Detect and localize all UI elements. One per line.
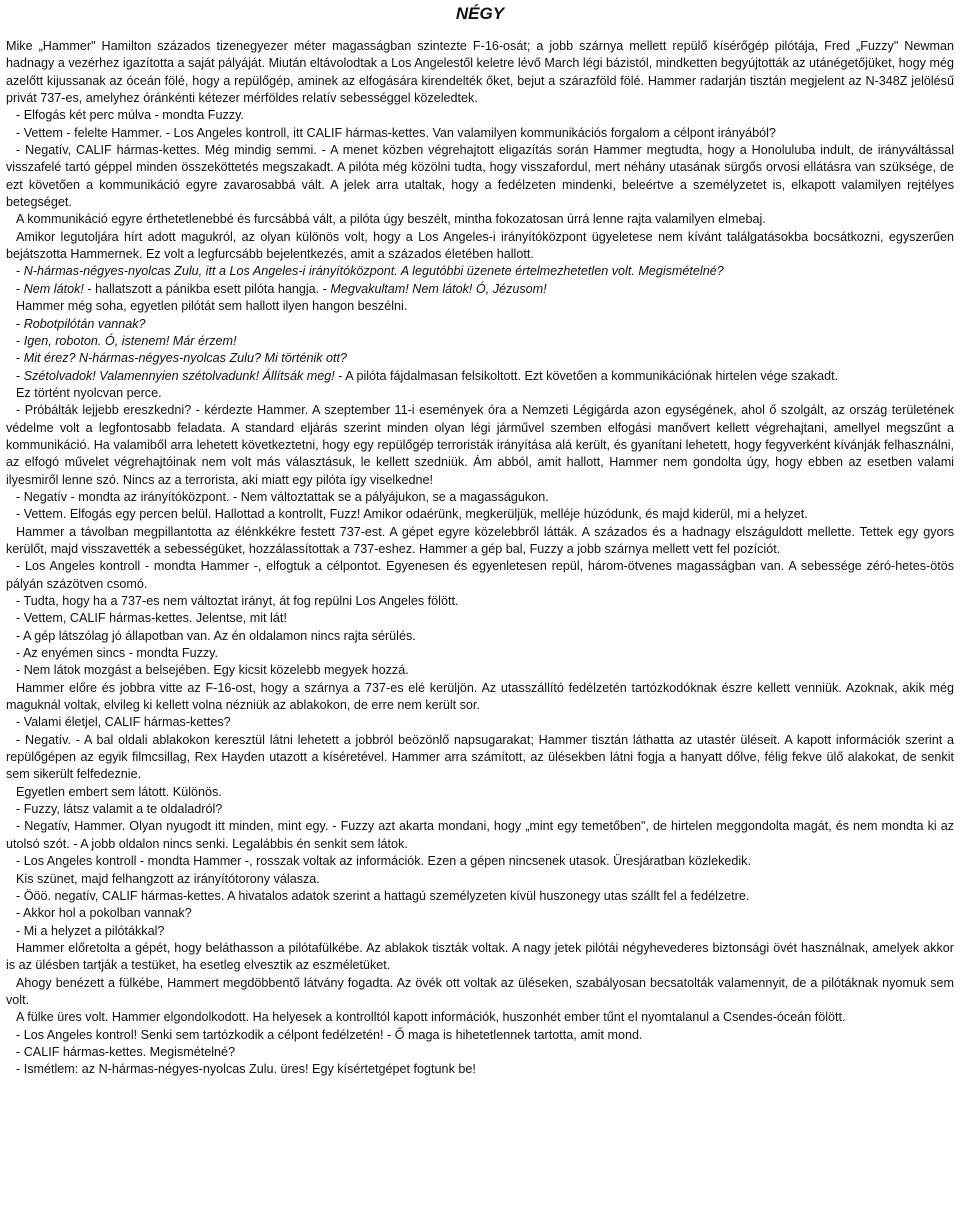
text-run: -: [16, 351, 24, 366]
paragraph: [6, 142, 954, 211]
paragraph: [6, 628, 954, 645]
text-run: Hammer a távolban megpillantotta az élénkkékre festett 737-est. A gépet egyre közelebbről látták. A százados és a hadnagy elszáguldott mellette. Tettek egy gyors kerülőt, majd visszavették a sebességüket, hozzálassítottak a 737-eshez. Hammer a gép bal, Fuzzy a jobb szárnya mellett vett fel pozíciót.: [6, 524, 954, 556]
text-run: A fülke üres volt. Hammer elgondolkodott. Ha helyesek a kontrolltól kapott információk, huszonhét ember tűnt el nyomtalanul a Csendes-óceán fölött.: [16, 1010, 846, 1025]
text-run: - Negatív, Hammer. Olyan nyugodt itt minden, mint egy. - Fuzzy azt akarta mondani, hogy „mint egy temetőben", de hirtelen meggondolta magát, és nem mondta ki az utolsó szót. - A jobb oldalon nincs senki. Legalábbis én senkit sem látok.: [6, 819, 954, 851]
text-run: Amikor legutoljára hírt adott magukról, az olyan különös volt, hogy a Los Angeles-i irányítóközpont ügyeletese nem kívánt találgatásokba bocsátkozni, egyszerűen bejátszotta Hammernek. Ez volt a legfurcsább bejelentkezés, amit a százados életében hallott.: [6, 229, 954, 262]
text-run: Hammer még soha, egyetlen pilótát sem hallott ilyen hangon beszélni.: [16, 299, 408, 314]
paragraph: [6, 211, 954, 228]
text-run: Egyetlen embert sem látott. Különös.: [16, 784, 222, 799]
text-run: - Ismétlem: az N-hármas-négyes-nyolcas Zulu. üres! Egy kísértetgépet fogtunk be!: [16, 1062, 476, 1077]
text-run: -: [16, 281, 24, 296]
text-run: - A gép látszólag jó állapotban van. Az én oldalamon nincs rajta sérülés.: [16, 628, 416, 643]
paragraph: [6, 888, 954, 905]
paragraph: [6, 593, 954, 610]
text-run: - Akkor hol a pokolban vannak?: [16, 906, 192, 921]
text-run: - A pilóta fájdalmasan felsikoltott. Ezt követően a kommunikációnak hirtelen vége szakadt.: [334, 368, 839, 383]
paragraph: [6, 1061, 954, 1078]
paragraph: [6, 645, 954, 662]
text-run: - Negatív, CALIF hármas-kettes. Még mindig semmi. - A menet közben végrehajtott eligazítás során Hammer megtudta, hogy a Honoluluba indult, de irányváltással visszafelé tartó géppel minden összeköttetés megszakadt. A pilóta még közölni tudta, hogy visszafordul, mert néhány utasának sürgős orvosi ellátásra van szüksége, de ezt követően a kommunikáció egyre zavarosabbá vált. A jelek arra utaltak, hogy a fedélzeten mindenki, beleértve a személyzetet is, elkapott valamilyen rejtélyes betegséget.: [6, 143, 954, 210]
paragraph: [6, 524, 954, 559]
paragraph: [6, 350, 954, 367]
text-run: - Negatív. - A bal oldali ablakokon keresztül látni lehetett a jobbról beözönlő napsugarakat; Hammer tisztán láthatta az utastér üléseit. A kapott információk szerint a repülőgépen az egyik filmcsillag, Rex Hayden utazott a kíséretével. Hammer arra számított, az ülésekben látni fogja a hanyatt dőlve, félig fekve ülő alakokat, de senkit sem sikerült felfedeznie.: [6, 732, 954, 782]
paragraph: [6, 385, 954, 402]
italic-text: Robotpilótán vannak?: [23, 316, 146, 331]
paragraph: [6, 125, 954, 142]
text-run: - Tudta, hogy ha a 737-es nem változtat irányt, át fog repülni Los Angeles fölött.: [16, 594, 459, 608]
paragraph: [6, 506, 954, 523]
text-run: -: [16, 264, 24, 279]
text-run: - hallatszott a pánikba esett pilóta hangja. -: [83, 281, 331, 296]
text-run: Mike „Hammer" Hamilton százados tizenegyezer méter magasságban szintezte F-16-osát; a jobb szárnya mellett repülő kísérőgép pilótája, Fred „Fuzzy" Newman hadnagy a vezérhez igazította a saját pályáját. Miután eltávolodtak a Los Angelestől keletre lévő March légi bázistól, mindketten begyújtották az utánégetőjüket, hogy még azelőtt kijussanak az óceán fölé, hogy a repülőgép, aminek az elfogására kirendelték őket, bejut a szárazföld fölé. Hammer radarján tisztán megjelent az N-348Z jelölésű privát 737-es, amelyhez óránkénti kétezer mérföldes relatív sebességgel közeledtek.: [6, 39, 954, 106]
text-run: -: [16, 368, 24, 383]
text-run: Ez történt nyolcvan perce.: [16, 385, 162, 400]
text-run: - Vettem. Elfogás egy percen belül. Hallottad a kontrollt, Fuzz! Amikor odaérünk, megkerüljük, melléje húzódunk, és majd kiderül, mi a helyzet.: [16, 507, 808, 522]
paragraph: [6, 1027, 954, 1044]
paragraph: [6, 662, 954, 679]
text-run: - Los Angeles kontroll - mondta Hammer -, rosszak voltak az információk. Ezen a gépen nincsenek utasok. Üresjáratban közlekedik.: [16, 854, 751, 869]
text-run: - Vettem - felelte Hammer. - Los Angeles kontroll, itt CALIF hármas-kettes. Van valamilyen kommunikációs forgalom a célpont irányából?: [16, 125, 776, 140]
text-run: - Mi a helyzet a pilótákkal?: [16, 923, 165, 938]
text-run: - Próbálták lejjebb ereszkedni? - kérdezte Hammer. A szeptember 11-i események óra a Nemzeti Légigárda azon egységének, ahol ő szolgált, az ország területének védelme volt a legfontosabb feladata. A standard eljárás szerint minden olyan légi járművel szemben elfogási manővert kellett végrehajtani, amellyel megszűnt a kommunikáció. Ha valamiből arra lehetett következtetni, hogy egy repülőgép terroristák irányítása alá került, és gyanítani lehetett, hogy fegyverként kívánják felhasználni, az elfogó művelet végrehajtóinak nem volt más választásuk, le kellett szedniük. Ám abból, amit hallott, Hammer nem gondolta úgy, hogy ebben az esetben valami ilyesmiről lenne szó. Nincs az a terrorista, aki miatt egy pilóta így viselkedne!: [6, 403, 954, 487]
paragraph: [6, 714, 954, 731]
chapter-title: NÉGY: [455, 4, 505, 23]
text-run: - CALIF hármas-kettes. Megismételné?: [16, 1044, 236, 1059]
text-run: - Ööö. negatív, CALIF hármas-kettes. A hivatalos adatok szerint a hattagú személyzeten kívül huszonegy utas szállt fel a fedélzetre.: [16, 888, 750, 903]
paragraph: [6, 940, 954, 975]
text-run: Hammer előre és jobbra vitte az F-16-ost, hogy a szárnya a 737-es elé kerüljön. Az utasszállító fedélzetén tartózkodóknak észre kellett venniük. Azoknak, akik még maguknál voltak, elvileg ki kellett volna nézniük az ablakokon, de erre nem került sor.: [6, 680, 954, 713]
text-run: Kis szünet, majd felhangzott az irányítótorony válasza.: [16, 871, 320, 886]
paragraph: [6, 975, 954, 1010]
paragraph: [6, 818, 954, 853]
italic-text: Mit érez? N-hármas-négyes-nyolcas Zulu? Mi történik ott?: [23, 351, 348, 366]
paragraph: [6, 263, 954, 280]
paragraph: [6, 38, 954, 107]
chapter-body: [6, 38, 954, 1079]
paragraph: [6, 923, 954, 940]
paragraph: [6, 316, 954, 333]
paragraph: [6, 402, 954, 489]
paragraph: [6, 784, 954, 801]
paragraph: [6, 680, 954, 715]
text-run: - Az enyémen sincs - mondta Fuzzy.: [16, 646, 219, 661]
text-run: A kommunikáció egyre érthetetlenebbé és furcsábbá vált, a pilóta úgy beszélt, mintha fokozatosan úrrá lenne rajta valamilyen elmebaj.: [16, 212, 766, 227]
text-run: - Nem látok mozgást a belsejében. Egy kicsit közelebb megyek hozzá.: [16, 663, 409, 678]
text-run: -: [16, 333, 24, 348]
text-run: - Negatív - mondta az irányítóközpont. - Nem változtattak se a pályájukon, se a magasságukon.: [16, 489, 549, 504]
paragraph: [6, 1009, 954, 1026]
paragraph: [6, 489, 954, 506]
paragraph: [6, 732, 954, 784]
italic-text: N-hármas-négyes-nyolcas Zulu, itt a Los Angeles-i irányítóközpont. A legutóbbi üzenete értelmezhetetlen volt. Megismételné?: [23, 264, 724, 279]
paragraph: [6, 229, 954, 264]
text-run: - Valami életjel, CALIF hármas-kettes?: [16, 715, 231, 730]
text-run: - Los Angeles kontroll - mondta Hammer -, elfogtuk a célpontot. Egyenesen és egyenletesen repül, három-ötvenes magasságban van. A sebessége zéró-hetes-ötös pályán százötven csomó.: [6, 559, 954, 591]
italic-text: Nem látok!: [23, 281, 84, 296]
paragraph: [6, 801, 954, 818]
paragraph: [6, 905, 954, 922]
text-run: Ahogy benézett a fülkébe, Hammert megdöbbentő látvány fogadta. Az övék ott voltak az üléseken, szabályosan becsatolták valamennyit, de a pilótáknak nyomuk sem volt.: [6, 975, 954, 1007]
paragraph: [6, 558, 954, 593]
text-run: - Fuzzy, látsz valamit a te oldaladról?: [16, 802, 223, 817]
text-run: Hammer előretolta a gépét, hogy beláthasson a pilótafülkébe. Az ablakok tiszták voltak. A nagy jetek pilótái négyhevederes biztonsági övét használnak, amelyek akkor is az ülésben tartják a testüket, ha esetleg elvesztik az eszméletüket.: [6, 940, 954, 973]
text-run: - Los Angeles kontrol! Senki sem tartózkodik a célpont fedélzetén! - Ő maga is hihetetlennek tartotta, amit mond.: [16, 1027, 643, 1042]
paragraph: [6, 1044, 954, 1061]
paragraph: [6, 871, 954, 888]
italic-text: Megvakultam! Nem látok! Ó, Jézusom!: [330, 281, 547, 296]
paragraph: [6, 368, 954, 385]
italic-text: Igen, roboton. Ó, istenem! Már érzem!: [23, 333, 237, 348]
italic-text: Szétolvadok! Valamennyien szétolvadunk! Állítsák meg!: [23, 368, 335, 383]
paragraph: [6, 107, 954, 124]
paragraph: [6, 853, 954, 870]
text-run: - Elfogás két perc múlva - mondta Fuzzy.: [16, 108, 244, 123]
text-run: -: [16, 316, 24, 331]
paragraph: [6, 281, 954, 298]
paragraph: [6, 298, 954, 315]
paragraph: [6, 610, 954, 627]
paragraph: [6, 333, 954, 350]
text-run: - Vettem, CALIF hármas-kettes. Jelentse, mit lát!: [16, 611, 287, 626]
